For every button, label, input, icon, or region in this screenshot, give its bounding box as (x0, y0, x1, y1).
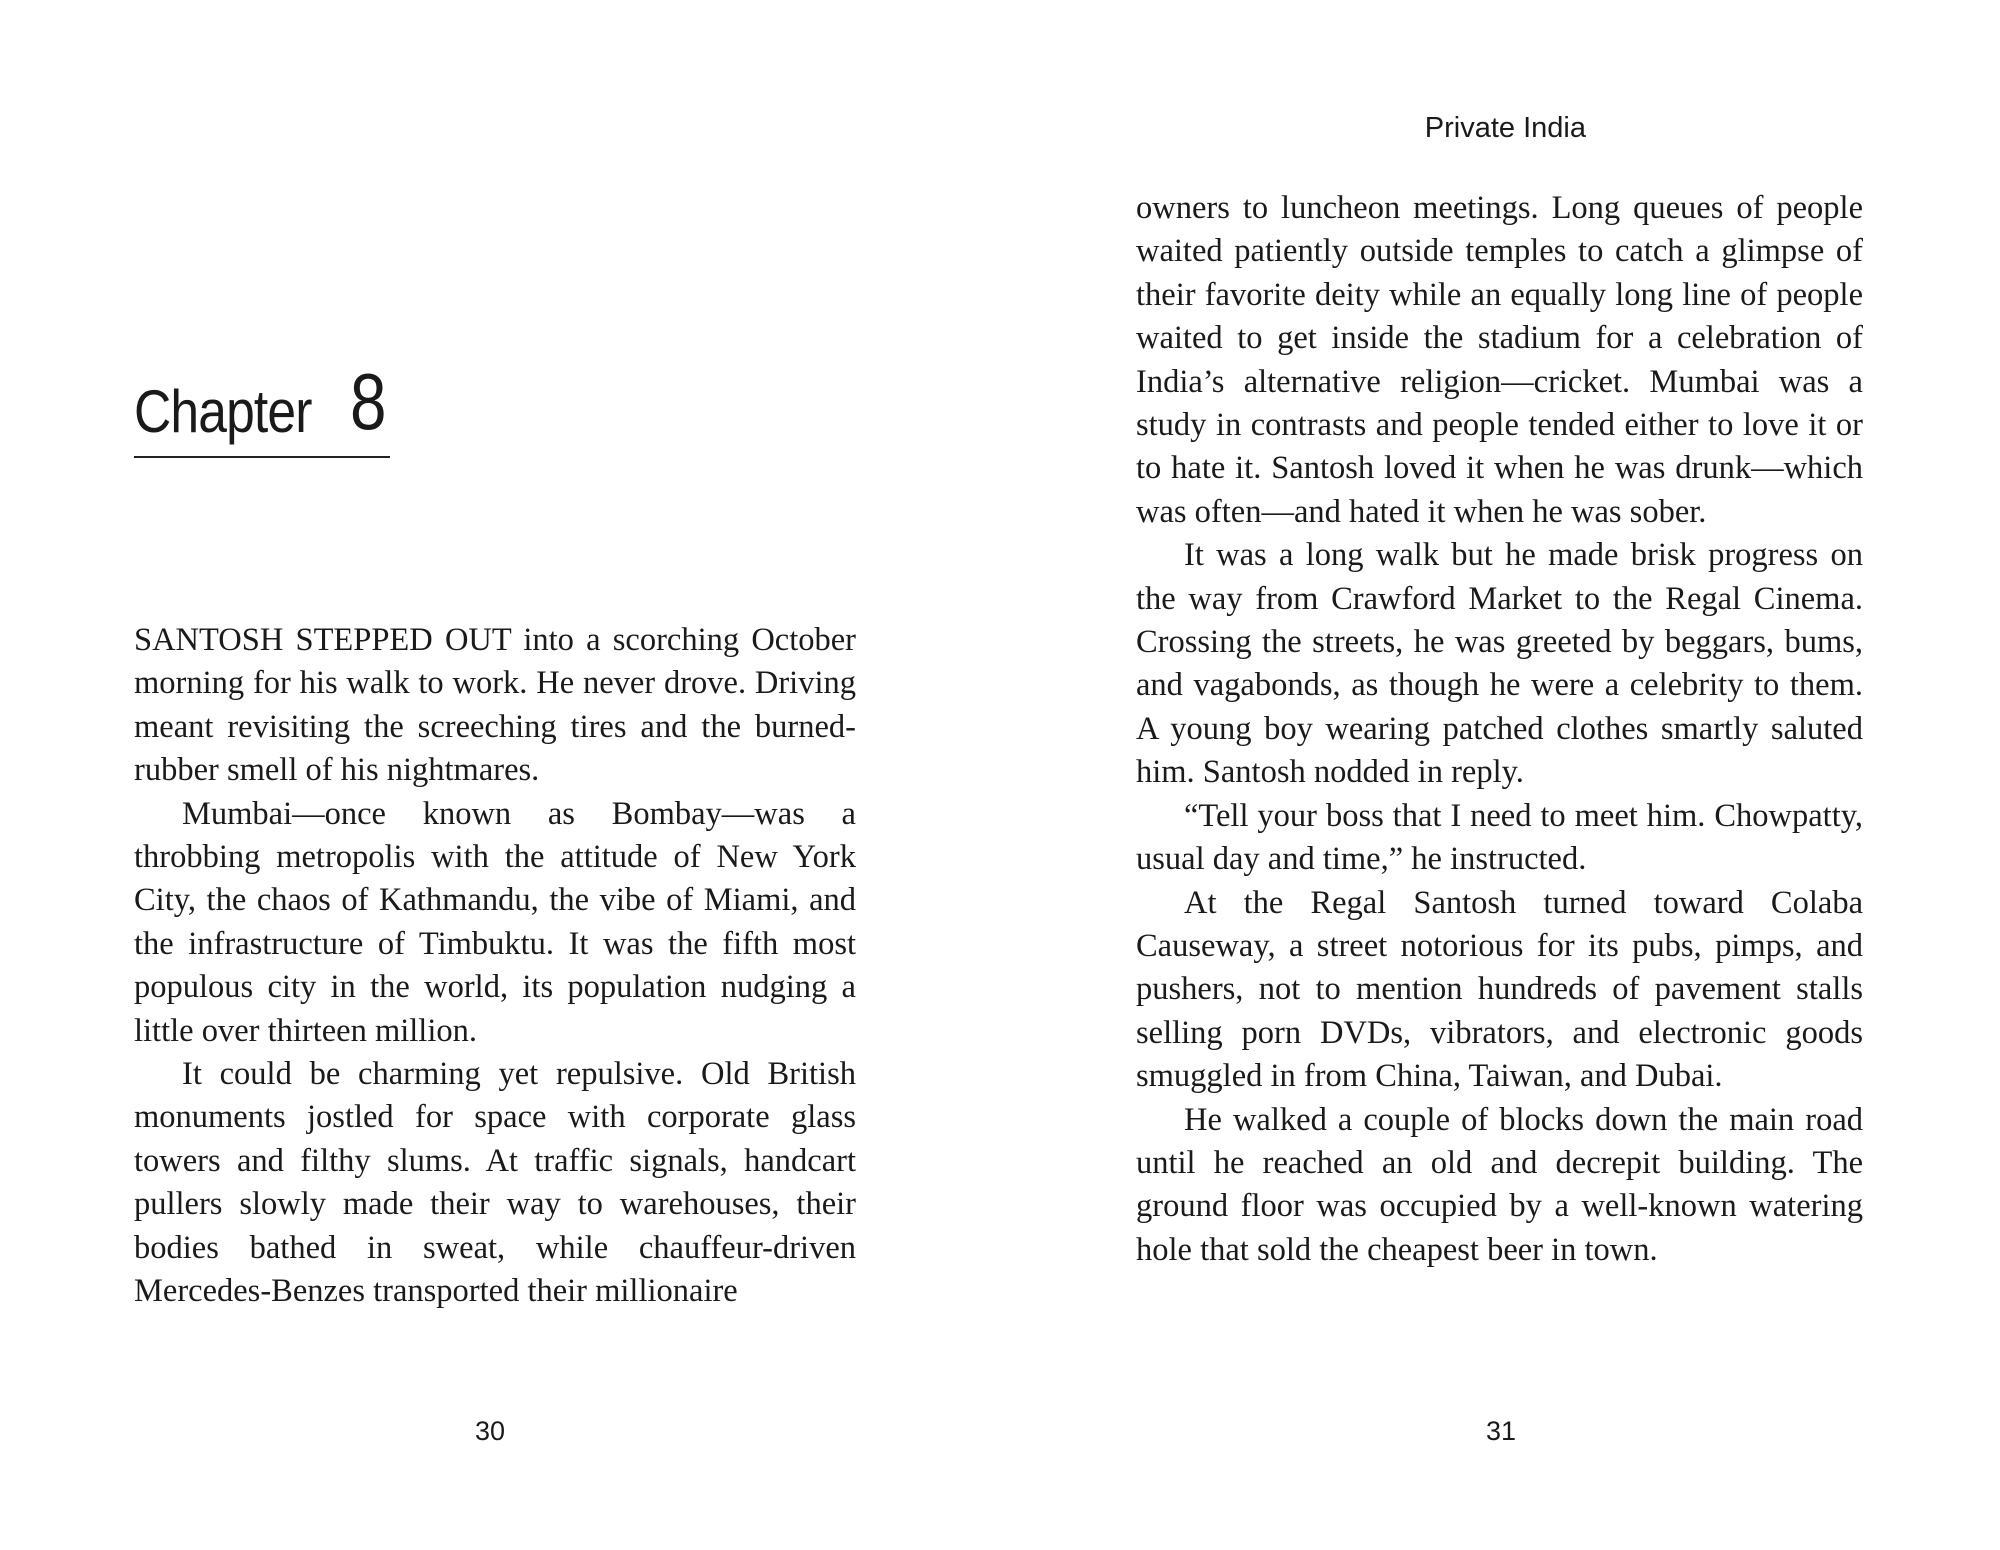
paragraph: owners to luncheon meetings. Long queues of people waited patiently outside temples to catch a glimpse of their favorite deity while an equally long line of people waited to get inside the stadium for a celebration of India’s alternative religion—cricket. Mumbai was a study in contrasts and people tended either to love it or to hate it. Santosh loved it when he was drunk—which was often—and hated it when he was sober. (1136, 190, 1863, 530)
chapter-underline (134, 456, 390, 458)
right-page (1000, 0, 2000, 1550)
paragraph: Mumbai—once known as Bombay—was a throbbing metropolis with the attitude of New York City, the chaos of Kathmandu, the vibe of Miami, and the infrastructure of Timbuktu. It was the fifth most populous city in the world, its population nudging a little over thirteen million. (134, 795, 856, 1049)
paragraph: “Tell your boss that I need to meet him. Chowpatty, usual day and time,” he instructed. (1136, 797, 1863, 878)
page-number-left: 30 (474, 1416, 506, 1446)
paragraph: It was a long walk but he made brisk progress on the way from Crawford Market to the Regal Cinema. Crossing the streets, he was greeted by beggars, bums, and vagabonds, as though he were a celebrity to them. A young boy wearing patched clothes smartly saluted him. Santosh nodded in reply. (1136, 537, 1863, 791)
chapter-heading (134, 358, 390, 458)
chapter-number: 8 (350, 357, 387, 446)
paragraph: SANTOSH STEPPED OUT into a scorching October morning for his walk to work. He never drove. Driving meant revisiting the screeching tires and the burned-rubber smell of his nightmares. (134, 622, 856, 789)
running-head: Private India (1424, 112, 1586, 144)
right-body-text (1136, 187, 1863, 1272)
paragraph: It could be charming yet repulsive. Old British monuments jostled for space with corporate glass towers and filthy slums. At traffic signals, handcart pullers slowly made their way to warehouses, their bodies bathed in sweat, while chauffeur-driven Mercedes-Benzes transported their millionaire (134, 1056, 856, 1310)
page-number-right: 31 (1485, 1416, 1517, 1446)
paragraph: At the Regal Santosh turned toward Colaba Causeway, a street notorious for its pubs, pimps, and pushers, not to mention hundreds of pavement stalls selling porn DVDs, vibrators, and electronic goods smuggled in from China, Taiwan, and Dubai. (1136, 884, 1863, 1095)
paragraph: He walked a couple of blocks down the main road until he reached an old and decrepit building. The ground floor was occupied by a well-known watering hole that sold the cheapest beer in town. (1136, 1101, 1863, 1268)
chapter-word: Chapter (134, 378, 312, 445)
left-body-text (134, 619, 856, 1314)
